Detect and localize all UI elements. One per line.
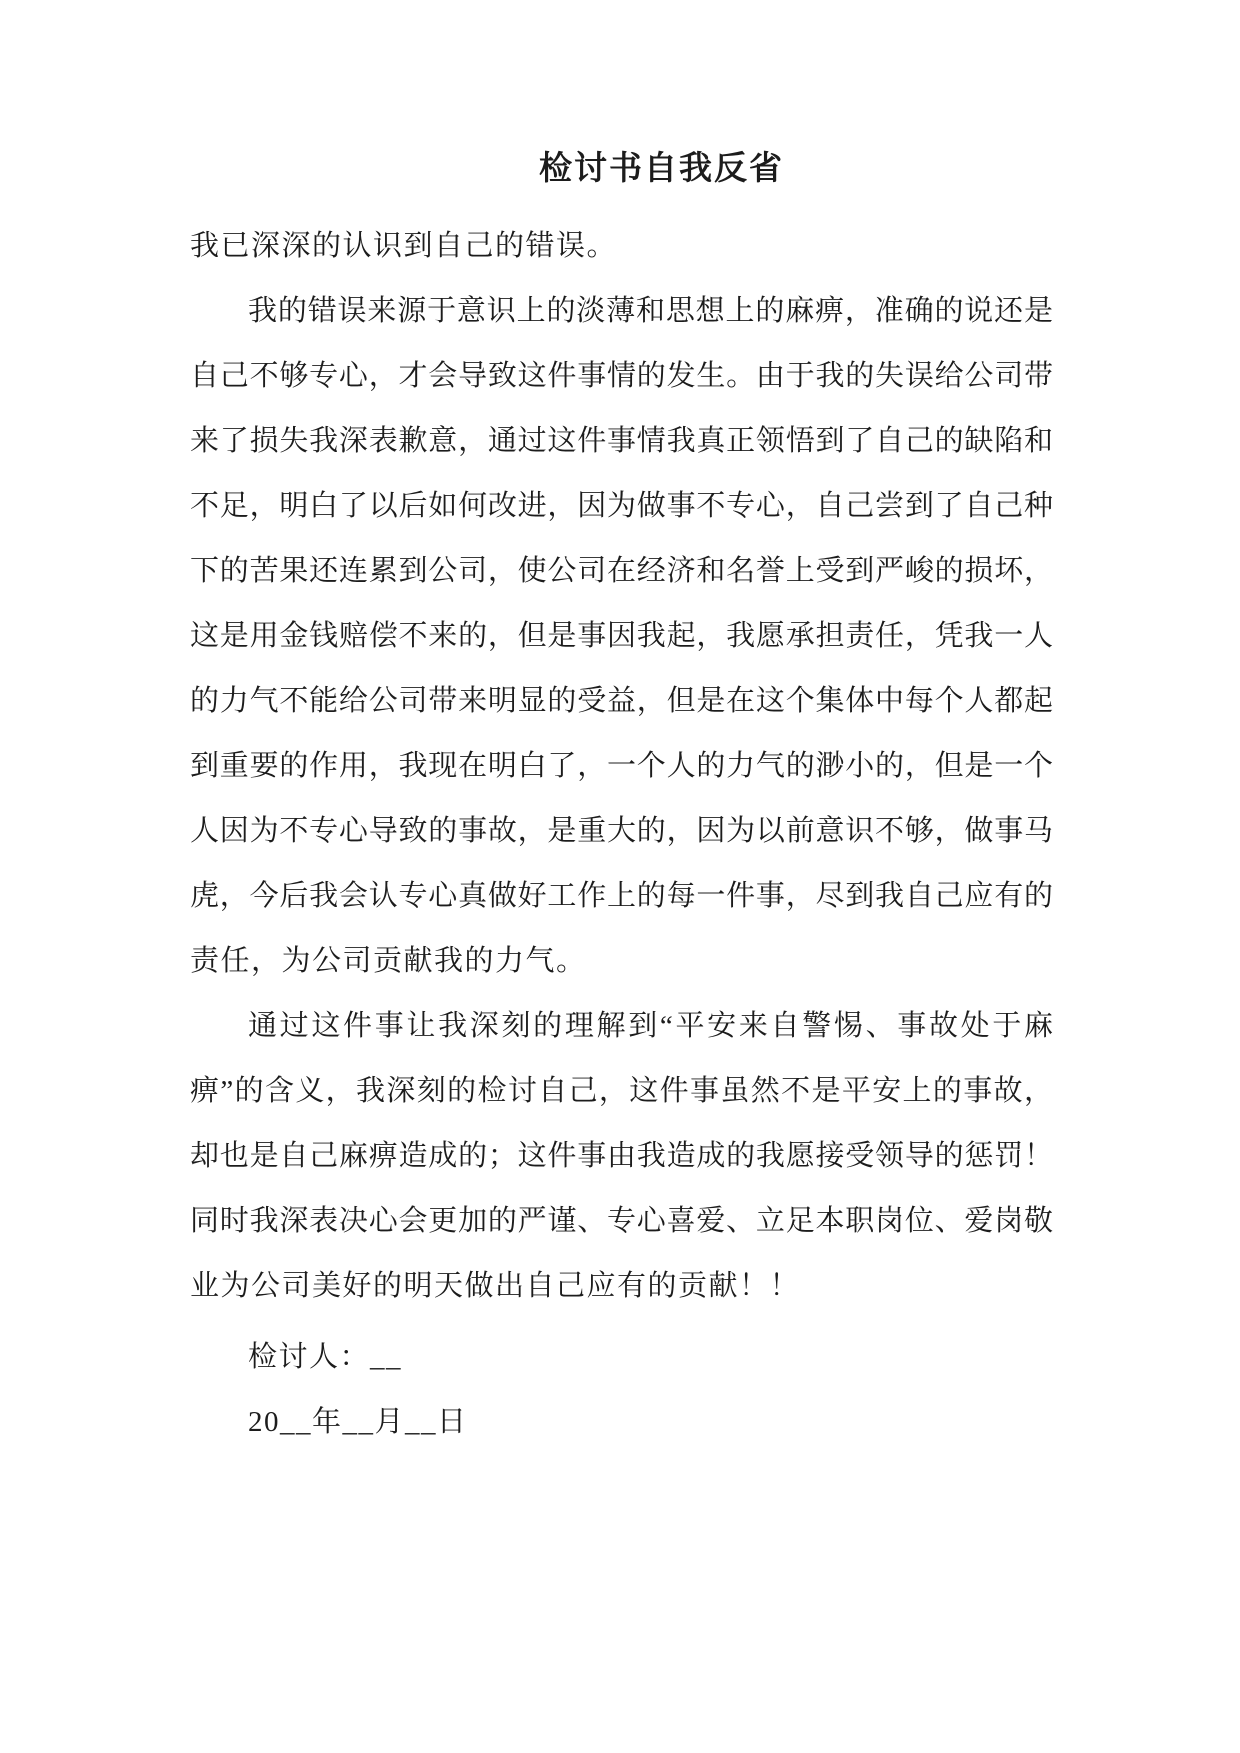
document-title: 检讨书自我反省 [539,151,784,187]
signature-line: 检讨人：__ [248,1341,403,1373]
document-body [190,214,1053,1455]
text-line: 到重要的作用，我现在明白了，一个人的力气的渺小的，但是一个 [190,750,1053,782]
text-line: 的力气不能给公司带来明显的受益，但是在这个集体中每个人都起 [190,685,1053,717]
text-line: 责任，为公司贡献我的力气。 [190,945,587,977]
text-line: 我已深深的认识到自己的错误。 [190,230,618,262]
text-line: 却也是自己麻痹造成的；这件事由我造成的我愿接受领导的惩罚！ [190,1140,1053,1172]
text-line: 自己不够专心，才会导致这件事情的发生。由于我的失误给公司带 [190,360,1053,392]
text-line: 下的苦果还连累到公司，使公司在经济和名誉上受到严峻的损坏， [190,555,1053,587]
text-line: 不足，明白了以后如何改进，因为做事不专心，自己尝到了自己种 [190,490,1053,522]
text-line: 虎，今后我会认专心真做好工作上的每一件事，尽到我自己应有的 [190,880,1053,912]
text-line: 通过这件事让我深刻的理解到“平安来自警惕、事故处于麻 [248,1010,1053,1042]
date-line: 20__年__月__日 [248,1406,468,1438]
text-line: 同时我深表决心会更加的严谨、专心喜爱、立足本职岗位、爱岗敬 [190,1205,1053,1237]
text-line: 来了损失我深表歉意，通过这件事情我真正领悟到了自己的缺陷和 [190,425,1053,457]
text-line: 业为公司美好的明天做出自己应有的贡献！！ [190,1270,801,1302]
text-line: 我的错误来源于意识上的淡薄和思想上的麻痹，准确的说还是 [248,295,1053,327]
text-line: 这是用金钱赔偿不来的，但是事因我起，我愿承担责任，凭我一人 [190,620,1053,652]
text-line: 人因为不专心导致的事故，是重大的，因为以前意识不够，做事马 [190,815,1053,847]
text-line: 痹”的含义，我深刻的检讨自己，这件事虽然不是平安上的事故， [190,1075,1053,1107]
